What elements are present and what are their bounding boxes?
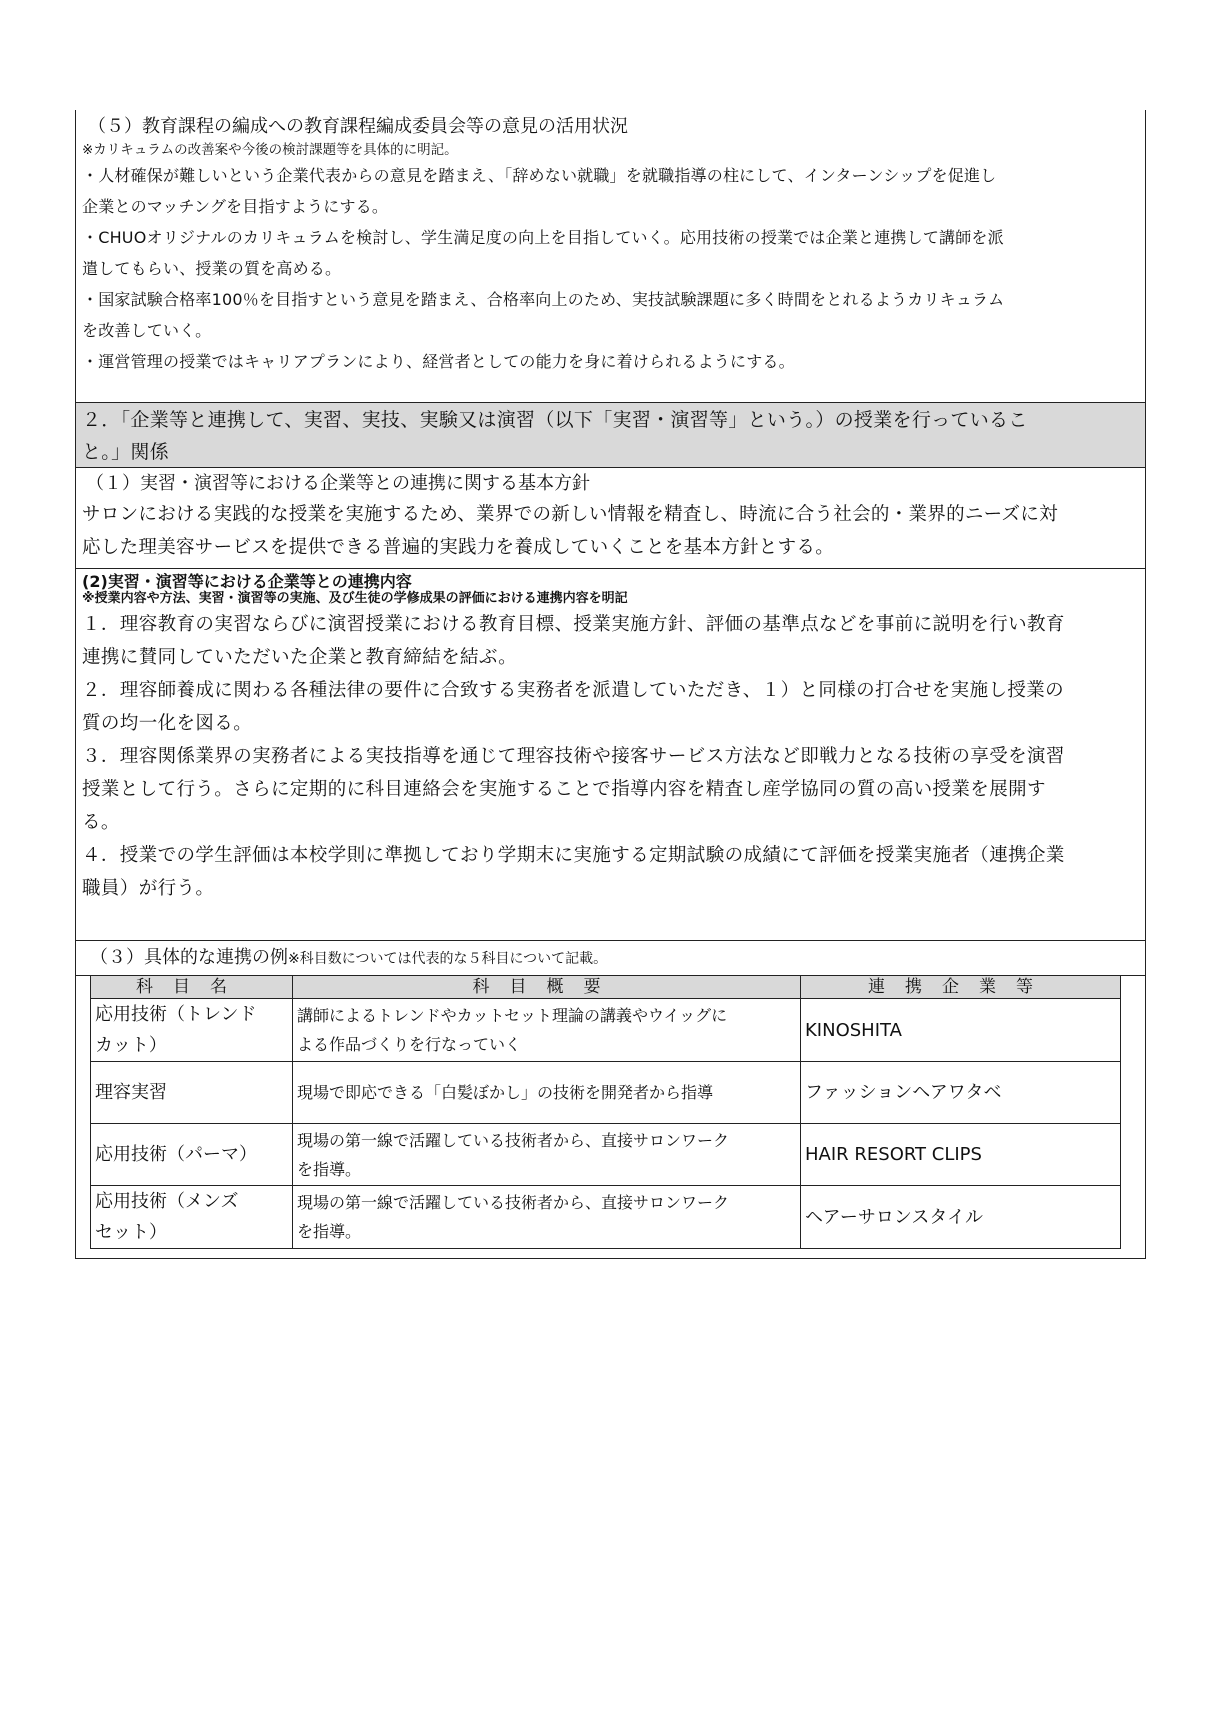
section-2-1 <box>76 468 1145 569</box>
table-row <box>91 1124 1121 1186</box>
table-row <box>91 999 1121 1062</box>
section-2-2-note: ※授業内容や方法、実習・演習等の実施、及び生徒の学修成果の評価における連携内容を明記 <box>82 591 628 606</box>
section-5 <box>76 110 1145 403</box>
cell-line: を指導。 <box>297 1222 362 1241</box>
body-line: 質の均一化を図る。 <box>82 713 253 734</box>
cell-line: 応用技術（メンズ <box>95 1191 239 1212</box>
body-line: 遣してもらい、授業の質を高める。 <box>82 259 342 278</box>
summary-cell <box>293 1062 801 1124</box>
heading-line: と。」関係 <box>82 441 170 463</box>
cell-line: 現場の第一線で活躍している技術者から、直接サロンワーク <box>297 1193 730 1212</box>
body-line: 授業として行う。さらに定期的に科目連絡会を実施することで指導内容を精査し産学協同の質の高い授業を展開す <box>82 779 1046 800</box>
summary-cell <box>293 999 801 1062</box>
cell-line: 講師によるトレンドやカットセット理論の講義やウイッグに <box>297 1006 728 1025</box>
section-2-1-body <box>82 498 1141 564</box>
body-line: ・人材確保が難しいという企業代表からの意見を踏まえ、「辞めない就職」を就職指導の柱にして、インターンシップを促進し <box>82 166 997 185</box>
company-cell: ファッションヘアワタベ <box>801 1062 1121 1124</box>
summary-cell <box>293 1186 801 1249</box>
section-2-2-heading: (2)実習・演習等における企業等との連携内容 <box>82 572 412 591</box>
cell-line: 現場で即応できる「白髪ぼかし」の技術を開発者から指導 <box>297 1083 714 1102</box>
form-frame <box>75 110 1146 1259</box>
section-2-3 <box>76 941 1145 1259</box>
section-2-2-body <box>82 608 1141 905</box>
cell-line: 現場の第一線で活躍している技術者から、直接サロンワーク <box>297 1130 730 1150</box>
section-5-note: ※カリキュラムの改善案や今後の検討課題等を具体的に明記。 <box>82 142 458 158</box>
cell-line: カット） <box>95 1035 167 1056</box>
cell-line: 応用技術（トレンド <box>95 1004 257 1025</box>
body-line: ４．授業での学生評価は本校学則に準拠しており学期末に実施する定期試験の成績にて評価を授業実施者（連携企業 <box>82 845 1065 866</box>
section-2-heading <box>76 403 1145 468</box>
body-line: サロンにおける実践的な授業を実施するため、業界での新しい情報を精査し、時流に合う社会的・業界的ニーズに対 <box>82 504 1058 525</box>
heading-line: ２．「企業等と連携して、実習、実技、実験又は演習（以下「実習・演習等」という。）の授業を行っているこ <box>82 409 1028 431</box>
collaboration-table <box>90 975 1121 1249</box>
section-2-3-heading <box>76 941 1145 976</box>
body-line: ・運営管理の授業ではキャリアプランにより、経営者としての能力を身に着けられるようにする。 <box>82 352 795 371</box>
cell-line: を指導。 <box>297 1159 362 1179</box>
subject-cell <box>91 999 293 1062</box>
cell-line: セット） <box>95 1222 167 1243</box>
section-5-body <box>82 160 1139 377</box>
company-cell: ヘアーサロンスタイル <box>801 1186 1121 1249</box>
body-line: 職員）が行う。 <box>82 878 215 899</box>
body-line: を改善していく。 <box>82 321 212 340</box>
cell-line: よる作品づくりを行なっていく <box>297 1035 522 1054</box>
column-header-summary: 科目概要 <box>293 976 801 999</box>
body-line: 連携に賛同していただいた企業と教育締結を結ぶ。 <box>82 647 518 668</box>
cell-line: 応用技術（パーマ） <box>95 1144 257 1165</box>
section-2-3-title: （３）具体的な連携の例 <box>90 947 288 968</box>
subject-cell <box>91 1186 293 1249</box>
body-line: る。 <box>82 812 120 833</box>
column-header-subject: 科目名 <box>91 976 293 999</box>
section-2-2 <box>76 569 1145 941</box>
section-2-1-heading: （１）実習・演習等における企業等との連携に関する基本方針 <box>86 473 590 494</box>
section-2-3-note: ※科目数については代表的な５科目について記載。 <box>288 951 608 967</box>
body-line: ・国家試験合格率100％を目指すという意見を踏まえ、合格率向上のため、実技試験課題に多く時間をとれるようカリキュラム <box>82 290 1005 309</box>
company-cell: HAIR RESORT CLIPS <box>801 1124 1121 1186</box>
body-line: 応した理美容サービスを提供できる普遍的実践力を養成していくことを基本方針とする。 <box>82 537 835 558</box>
cell-line: 理容実習 <box>95 1082 167 1103</box>
body-line: ２．理容師養成に関わる各種法律の要件に合致する実務者を派遣していただき、１）と同様の打合せを実施し授業の <box>82 680 1065 701</box>
column-header-company: 連携企業等 <box>801 976 1121 999</box>
table-row <box>91 1062 1121 1124</box>
body-line: ・CHUOオリジナルのカリキュラムを検討し、学生満足度の向上を目指していく。応用技術の授業では企業と連携して講師を派 <box>82 228 1004 247</box>
body-line: ３．理容関係業界の実務者による実技指導を通じて理容技術や接客サービス方法など即戦力となる技術の享受を演習 <box>82 746 1065 767</box>
company-cell: KINOSHITA <box>801 999 1121 1062</box>
table-header-row <box>91 976 1121 999</box>
subject-cell <box>91 1062 293 1124</box>
body-line: 企業とのマッチングを目指すようにする。 <box>82 197 389 216</box>
table-row <box>91 1186 1121 1249</box>
summary-cell <box>293 1124 801 1186</box>
section-5-heading: （５）教育課程の編成への教育課程編成委員会等の意見の活用状況 <box>88 116 628 137</box>
subject-cell <box>91 1124 293 1186</box>
body-line: １．理容教育の実習ならびに演習授業における教育目標、授業実施方針、評価の基準点などを事前に説明を行い教育 <box>82 614 1065 635</box>
